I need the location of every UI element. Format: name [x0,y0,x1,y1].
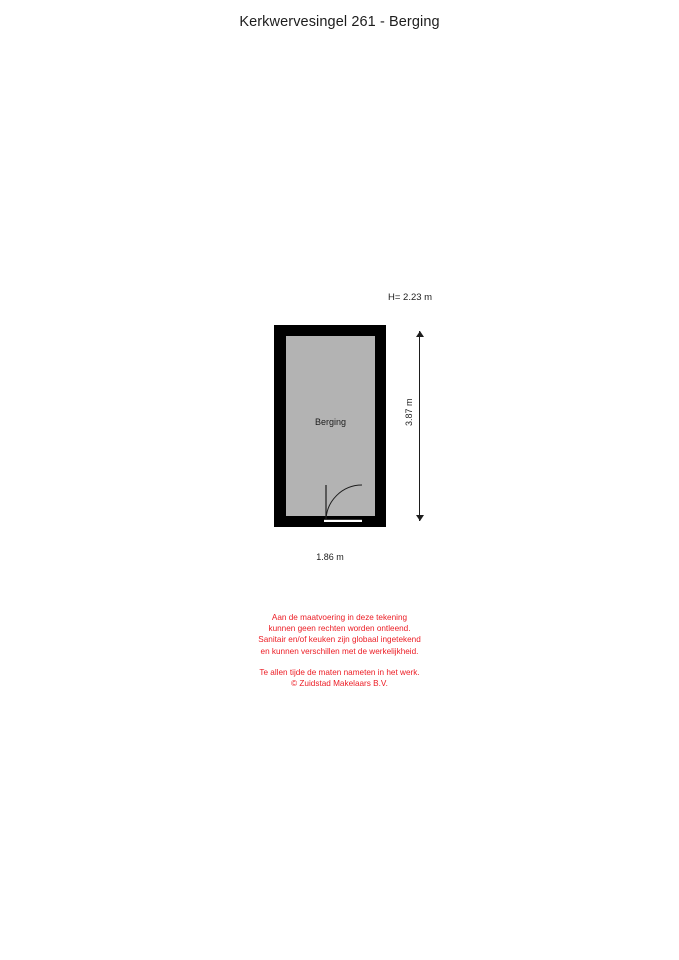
dimension-line-vertical [412,331,426,521]
dimension-horizontal-label [283,551,377,563]
disclaimer-line-2: kunnen geen rechten worden ontleend. [268,624,411,634]
dimension-horizontal-value: 1.86 m [312,552,348,562]
disclaimer-line-5: Te allen tijde de maten nameten in het werk. [259,667,420,677]
dimension-vertical-label: 3.87 m [404,398,414,426]
disclaimer-text [0,612,679,689]
ceiling-height-label: H= 2.23 m [388,292,433,303]
disclaimer-line-4: en kunnen verschillen met de werkelijkheid. [260,646,419,656]
page-title: Kerkwervesingel 261 - Berging [239,14,440,30]
disclaimer-line-3: Sanitair en/of keuken zijn globaal ingetekend [258,635,421,645]
disclaimer-line-1: Aan de maatvoering in deze tekening [271,613,408,622]
door-symbol [324,478,362,522]
room-label-berging: Berging [314,417,347,427]
copyright-line: © Zuidstad Makelaars B.V. [291,679,388,689]
